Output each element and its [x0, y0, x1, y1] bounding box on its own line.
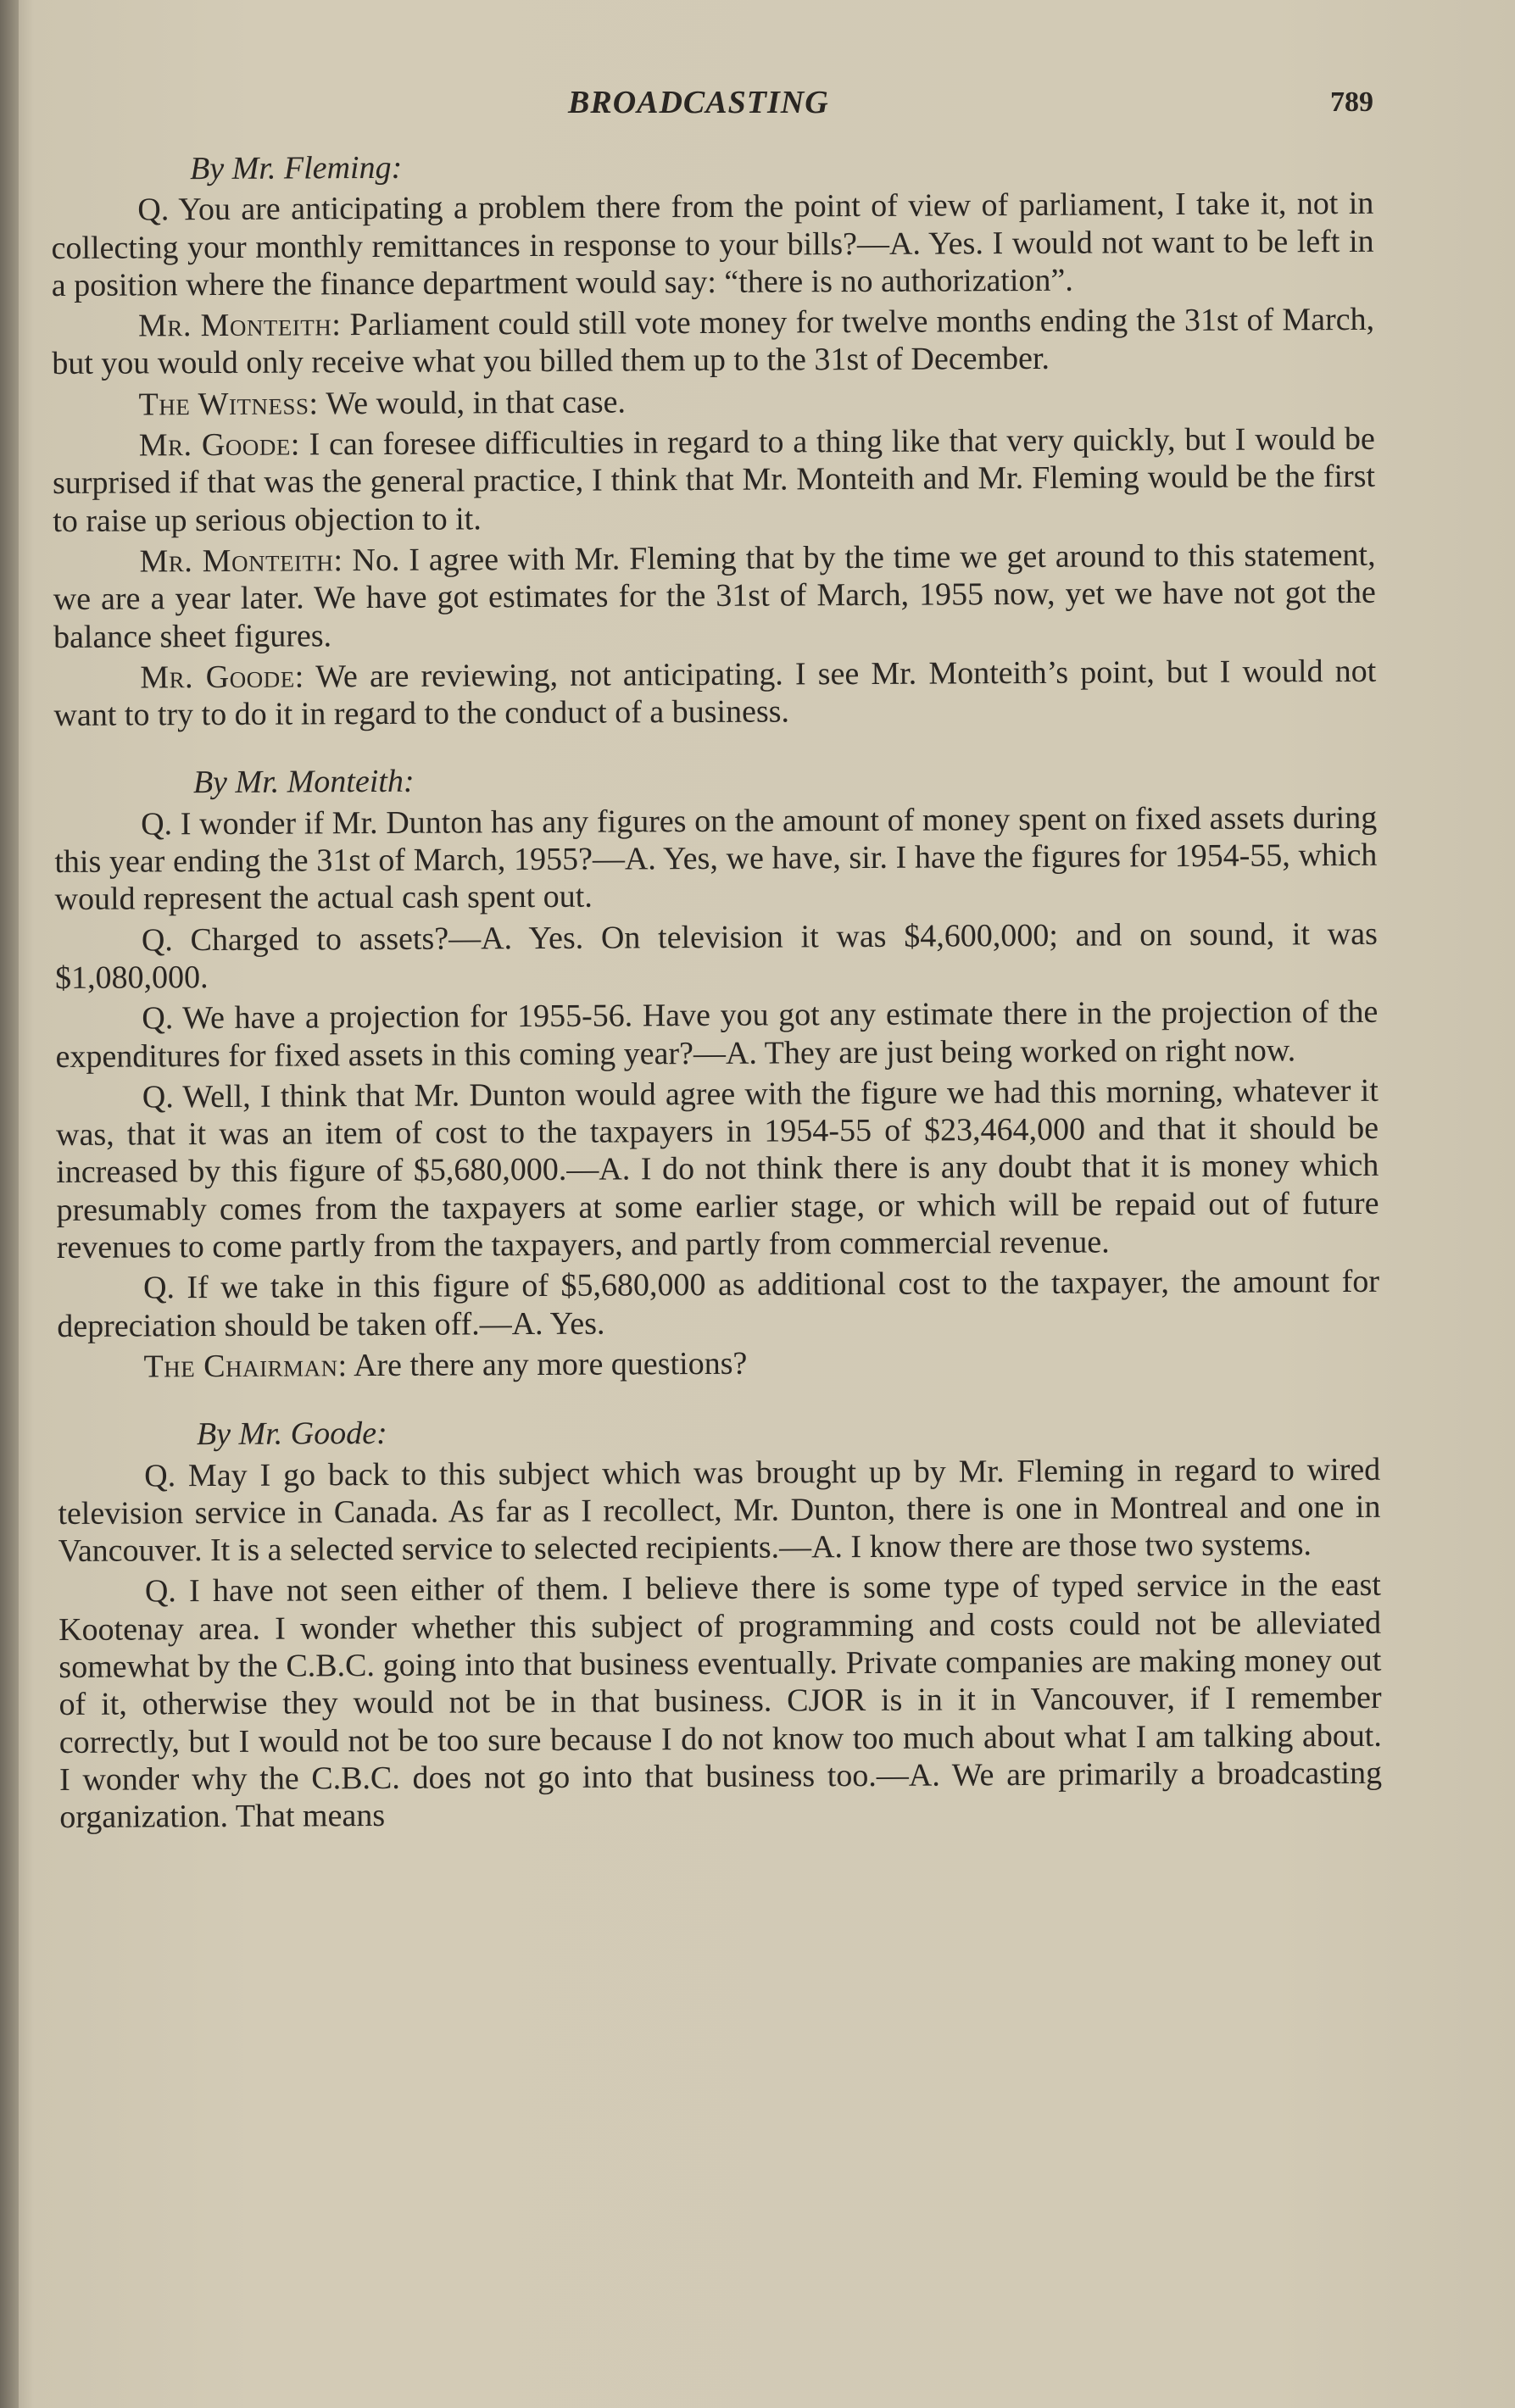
- speech-text: No. I agree with Mr. Fleming that by the time we get around to this statement, we are a year later. We have got estimates for the 31st of March, 1955 now, yet we have not got the balance sheet figures.: [53, 537, 1376, 655]
- paragraph: Q. Well, I think that Mr. Dunton would agree with the figure we had this morning, whatever it was, that it was an item of cost to the taxpayers in 1954-55 of $23,464,000 and that it should be increased by this figure of $5,680,000.—A. I do not think there is any doubt that it is money which presumably comes from the taxpayers at some earlier stage, or which will be repaid out of future revenues to come partly from the taxpayers, and partly from commercial revenue.: [55, 1072, 1379, 1265]
- running-head: [51, 81, 1373, 124]
- speech-text: I can foresee difficulties in regard to a thing like that very quickly, but I would be surprised if that was the general practice, I think that Mr. Monteith and Mr. Fleming would be the first to raise up serious objection to it.: [52, 420, 1376, 539]
- questioner-heading: By Mr. Monteith:: [192, 764, 415, 801]
- paragraph: Q. We have a projection for 1955-56. Have you got any estimate there in the projection of the expenditures for fixed assets in this coming year?—A. They are just being worked on right now.: [55, 994, 1379, 1075]
- paragraph: Q. Charged to assets?—A. Yes. On television it was $4,600,000; and on sound, it was $1,080,000.: [55, 915, 1378, 996]
- speech-text: Are there any more questions?: [347, 1345, 748, 1384]
- paragraph: Q. I have not seen either of them. I believe there is some type of typed service in the east Kootenay area. I wonder whether this subject of programming and costs could not be alleviated somewhat by the C.B.C. going into that business eventually. Private companies are making money out of it, otherwise they would not be in that business. CJOR is in it in Vancouver, if I remember correctly, but I would not be too sure because I do not know too much about what I am talking about. I wonder why the C.B.C. does not go into that business too.—A. We are primarily a broadcasting organization. That means: [58, 1567, 1383, 1836]
- paragraph: [52, 380, 1374, 424]
- speaker-name: Mr. Goode:: [138, 426, 300, 464]
- speech-text: Parliament could still vote money for twelve months ending the 31st of March, but you would only receive what you billed them up to the 31st of December.: [52, 302, 1375, 382]
- paragraph: [53, 537, 1376, 656]
- speaker-name: The Witness:: [138, 386, 319, 423]
- speaker-name: Mr. Goode:: [140, 659, 304, 696]
- paragraph: Q. I wonder if Mr. Dunton has any figures on the amount of money spent on fixed assets during this year ending the 31st of March, 1955?—A. Yes, we have, sir. I have the figures for 1954-55, which would represent the actual cash spent out.: [54, 799, 1378, 918]
- speech-text: We are reviewing, not anticipating. I see Mr. Monteith’s point, but I would not want to try to do it in regard to the conduct of a business.: [53, 653, 1377, 734]
- body-text: [51, 144, 1382, 1840]
- questioner-heading: By Mr. Goode:: [196, 1415, 387, 1453]
- questioner-heading: By Mr. Fleming:: [190, 149, 403, 187]
- running-title: BROADCASTING: [568, 85, 829, 120]
- speaker-name: Mr. Monteith:: [139, 542, 343, 580]
- paragraph: [52, 301, 1374, 383]
- speaker-name: The Chairman:: [143, 1348, 348, 1385]
- speech-text: We would, in that case.: [318, 384, 627, 422]
- speaker-name: Mr. Monteith:: [137, 307, 342, 344]
- paragraph: Q. You are anticipating a problem there from the point of view of parliament, I take it, not in collecting your monthly remittances in response to your bills?—A. Yes. I would not want to be left in a position where the finance department would say: “there is no authorization”.: [51, 186, 1374, 303]
- paragraph: Q. May I go back to this subject which was brought up by Mr. Fleming in regard to wired television service in Canada. As far as I recollect, Mr. Dunton, there is one in Montreal and one in Vancouver. It is a selected service to selected recipients.—A. I know there are those two systems.: [58, 1451, 1381, 1570]
- paragraph: [57, 1342, 1379, 1386]
- paragraph: [53, 653, 1376, 735]
- paragraph: [53, 420, 1376, 540]
- book-binding-edge: [0, 0, 19, 2408]
- paragraph: Q. If we take in this figure of $5,680,000 as additional cost to the taxpayer, the amount for depreciation should be taken off.—A. Yes.: [57, 1264, 1380, 1344]
- page-number: 789: [1330, 86, 1373, 118]
